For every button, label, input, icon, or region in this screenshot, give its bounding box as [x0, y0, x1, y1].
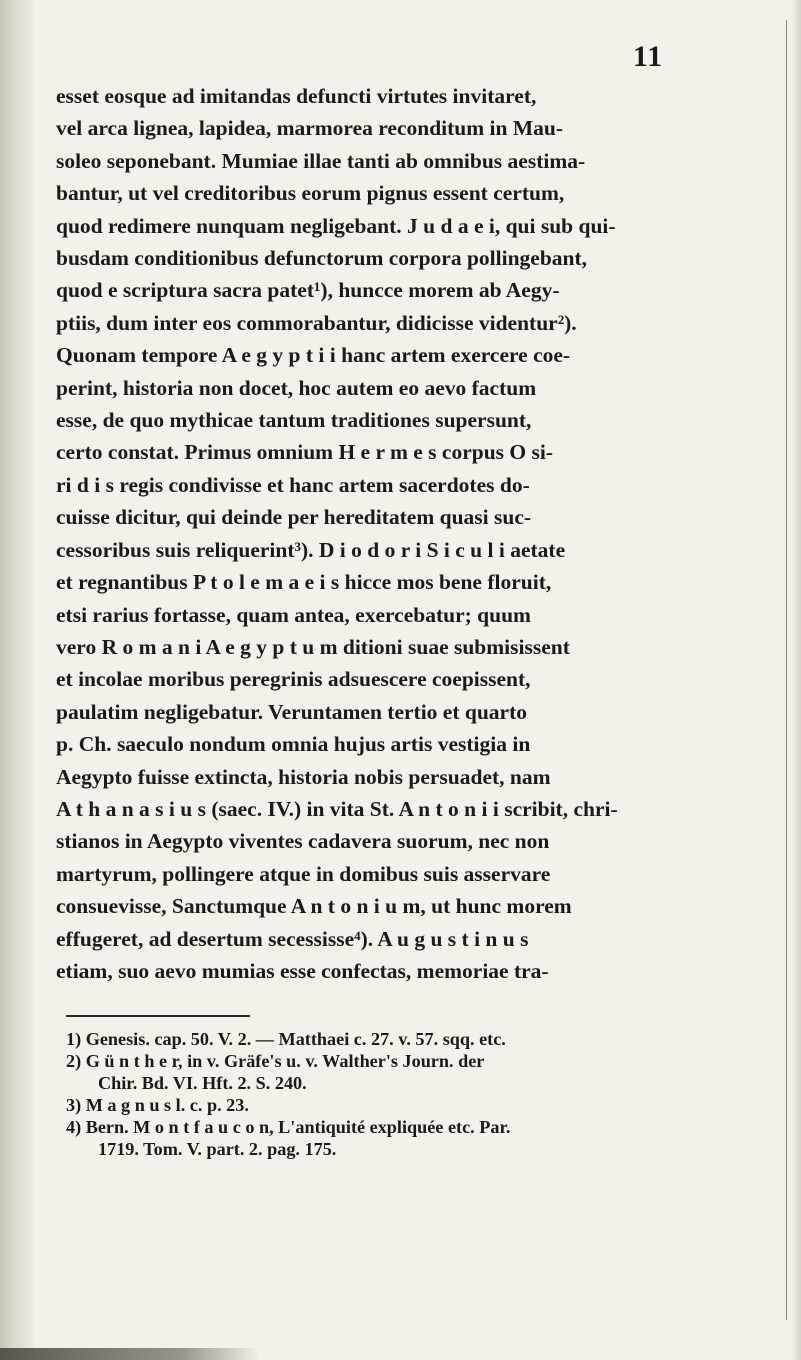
text-line: bantur, ut vel creditoribus eorum pignus essent certum, — [56, 181, 565, 206]
text-line: consuevisse, Sanctumque A n t o n i u m, ut hunc morem — [56, 894, 572, 919]
text-line: vero R o m a n i A e g y p t u m ditioni suae submisissent — [56, 634, 570, 659]
footnote-4-continued: 1719. Tom. V. part. 2. pag. 175. — [98, 1139, 337, 1159]
text-line: et incolae moribus peregrinis adsuescere coepissent, — [56, 667, 531, 692]
text-line: stianos in Aegypto viventes cadavera suorum, nec non — [56, 829, 550, 854]
page-binding-edge — [0, 0, 34, 1360]
text-line: paulatim negligebatur. Veruntamen tertio et quarto — [56, 699, 527, 724]
footnote-2: 2) G ü n t h e r, in v. Gräfe's u. v. Walther's Journ. der — [66, 1051, 485, 1071]
text-line: cuisse dicitur, qui deinde per hereditatem quasi suc- — [56, 505, 532, 530]
footnote-2-continued: Chir. Bd. VI. Hft. 2. S. 240. — [98, 1073, 307, 1093]
footnote-1: 1) Genesis. cap. 50. V. 2. — Matthaei c. 27. v. 57. sqq. etc. — [66, 1029, 506, 1049]
page-margin-rule — [786, 20, 787, 1320]
text-line: ptiis, dum inter eos commorabantur, didicisse videntur²). — [56, 310, 577, 335]
text-line: et regnantibus P t o l e m a e i s hicce mos bene floruit, — [56, 570, 552, 595]
text-line: soleo seponebant. Mumiae illae tanti ab omnibus aestima- — [56, 148, 586, 173]
text-line: effugeret, ad desertum secessisse⁴). A u g u s t i n u s — [56, 926, 529, 951]
text-line: certo constat. Primus omnium H e r m e s corpus O si- — [56, 440, 554, 465]
text-line: A t h a n a s i u s (saec. IV.) in vita St. A n t o n i i scribit, chri- — [56, 796, 618, 821]
footnotes — [66, 1028, 676, 1160]
text-line: cessoribus suis reliquerint³). D i o d o r i S i c u l i aetate — [56, 537, 566, 562]
body-text — [56, 80, 681, 987]
page-number: 11 — [632, 40, 664, 73]
text-line: vel arca lignea, lapidea, marmorea reconditum in Mau- — [56, 116, 563, 141]
page-right-edge — [791, 0, 801, 1360]
footnote-separator — [66, 1015, 250, 1017]
text-line: quod e scriptura sacra patet¹), huncce morem ab Aegy- — [56, 278, 560, 303]
text-line: Quonam tempore A e g y p t i i hanc artem exercere coe- — [56, 343, 571, 368]
text-line: busdam conditionibus defunctorum corpora pollingebant, — [56, 246, 588, 271]
text-line: p. Ch. saeculo nondum omnia hujus artis vestigia in — [56, 732, 531, 757]
page-bottom-shadow — [0, 1348, 260, 1360]
footnote-4: 4) Bern. M o n t f a u c o n, L'antiquité expliquée etc. Par. — [66, 1117, 511, 1137]
footnote-3: 3) M a g n u s l. c. p. 23. — [66, 1095, 249, 1115]
text-line: perint, historia non docet, hoc autem eo aevo factum — [56, 375, 537, 400]
text-line: esset eosque ad imitandas defuncti virtutes invitaret, — [56, 84, 537, 108]
text-line: Aegypto fuisse extincta, historia nobis persuadet, nam — [56, 764, 551, 789]
text-line: ri d i s regis condivisse et hanc artem sacerdotes do- — [56, 472, 530, 497]
text-line: etsi rarius fortasse, quam antea, exercebatur; quum — [56, 602, 531, 627]
text-line: etiam, suo aevo mumias esse confectas, memoriae tra- — [56, 958, 549, 983]
text-line: quod redimere nunquam negligebant. J u d a e i, qui sub qui- — [56, 213, 616, 238]
text-line: martyrum, pollingere atque in domibus suis asservare — [56, 861, 551, 886]
text-line: esse, de quo mythicae tantum traditiones supersunt, — [56, 408, 532, 433]
